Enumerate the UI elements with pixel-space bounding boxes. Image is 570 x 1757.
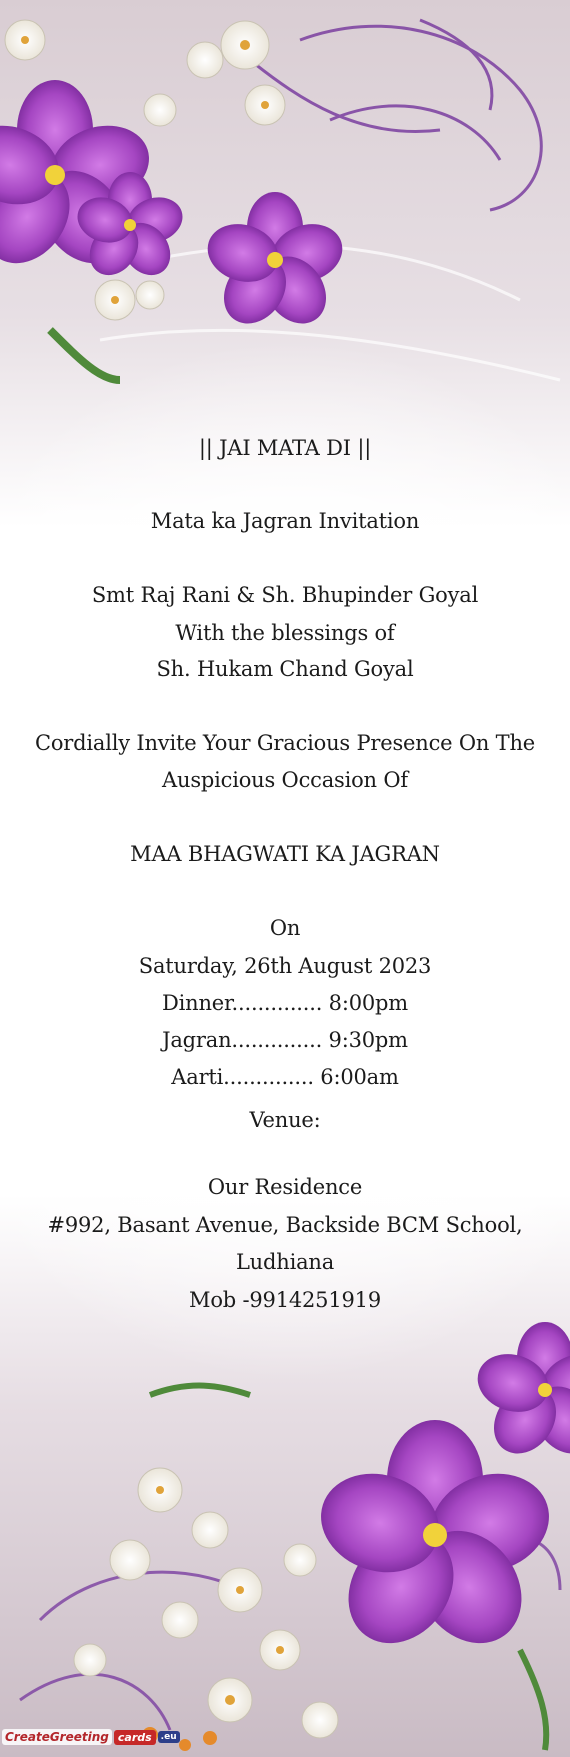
flower-top-left bbox=[0, 20, 350, 380]
event-name: MAA BHAGWATI KA JAGRAN bbox=[130, 842, 440, 866]
on-label: On bbox=[269, 916, 301, 940]
header-line: || JAI MATA DI || bbox=[198, 436, 372, 460]
mobile-number: Mob -9914251919 bbox=[189, 1288, 381, 1312]
address-line-1: #992, Basant Avenue, Backside BCM School, bbox=[47, 1213, 523, 1237]
elder-name: Sh. Hukam Chand Goyal bbox=[156, 657, 414, 681]
hosts-line: Smt Raj Rani & Sh. Bhupinder Goyal bbox=[91, 583, 479, 607]
invite-line-2: Auspicious Occasion Of bbox=[162, 768, 408, 792]
event-date: Saturday, 26th August 2023 bbox=[138, 954, 432, 978]
brand-cards: cards bbox=[114, 1730, 156, 1745]
venue-name: Our Residence bbox=[207, 1175, 363, 1199]
invitation-title: Mata ka Jagran Invitation bbox=[150, 509, 420, 533]
schedule-item-jagran: Jagran.............. 9:30pm bbox=[162, 1028, 408, 1052]
schedule-item-aarti: Aarti.............. 6:00am bbox=[171, 1065, 399, 1089]
brand-tld: .eu bbox=[158, 1731, 180, 1743]
address-line-2: Ludhiana bbox=[235, 1250, 335, 1274]
brand-name: CreateGreeting bbox=[2, 1729, 112, 1745]
venue-label: Venue: bbox=[249, 1108, 321, 1132]
flower-bottom-right bbox=[74, 1322, 570, 1751]
brand-logo-link[interactable] bbox=[2, 1722, 180, 1752]
blessings-intro: With the blessings of bbox=[175, 621, 395, 645]
invite-line-1: Cordially Invite Your Gracious Presence On The bbox=[34, 731, 536, 755]
schedule-item-dinner: Dinner.............. 8:00pm bbox=[161, 991, 408, 1015]
